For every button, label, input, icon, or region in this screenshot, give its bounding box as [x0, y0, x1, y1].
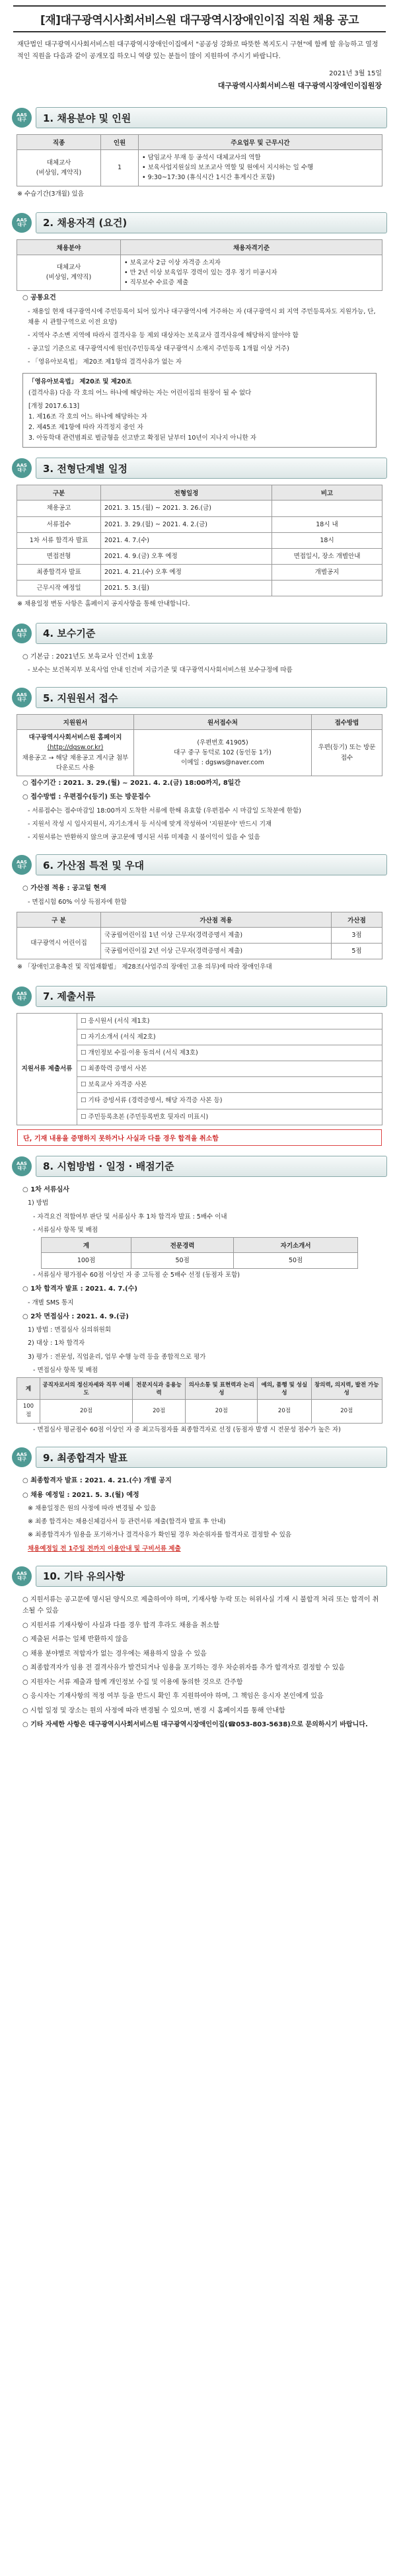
homepage-link[interactable]: (http://dgsw.or.kr)	[47, 744, 104, 752]
deadline-highlight: 채용예정일 전 1주일 전까지 이용안내 및 구비서류 제출	[28, 1545, 181, 1552]
section-title: 5. 지원원서 접수	[36, 687, 387, 708]
org-logo-icon: AAS 대구	[12, 108, 32, 128]
documents-table: 지원서류 제출서류 ☐ 응시원서 (서식 제1호) ☐ 자기소개서 (서식 제2호) ☐ 개인정보 수집·이용 동의서 (서식 제3호) ☐ 최종학력 증명서 사본 ☐ 보육교사 자격증 사본 ☐ 기타 증빙서류 (경력증명서, 해당 자격증 사본 등) ☐ 주민등록초본 (주민등록번호 뒷자리 미표시)	[17, 1013, 382, 1125]
section-9-header	[12, 1446, 387, 1469]
documents-warning: 단, 기재 내용을 증명하지 못하거나 사실과 다를 경우 합격을 취소함	[17, 1129, 382, 1146]
section-3-header	[12, 457, 387, 479]
org-logo-icon: AAS 대구	[12, 1156, 32, 1176]
section-4-header	[12, 622, 387, 645]
job-cell: 대체교사 (비상임, 계약직)	[17, 150, 101, 186]
section-title: 6. 가산점 특전 및 우대	[36, 854, 387, 875]
qualification-table: 채용분야 채용자격기준 대체교사 (비상임, 계약직) • 보육교사 2급 이상 자격증 소지자 • 만 2년 이상 보육업무 경력이 있는 경우 정기 미공시자 • 직무보수 수료증 제출	[17, 239, 382, 292]
application-table: 지원원서 원서접수처 접수방법 대구광역시사회서비스원 홈페이지 (http://dgsw.or.kr) 채용공고 → 해당 채용공고 게시글 첨부 다운로드 사용 (우편번호 41905) 대구 중구 동덕로 102 (동인동 1가) 이메일 : dgsws@naver.com 우편(등기) 또는 방문접수	[17, 714, 382, 776]
duties-cell: • 담임교사 부재 등 공석시 대체교사의 역할 • 보육사업지원실의 보조교사 역할 및 원에서 지시하는 일 수행 • 9:30~17:30 (휴식시간 1시간 휴게시간 포함)	[139, 150, 382, 186]
email-link[interactable]: 이메일 : dgsws@naver.com	[181, 759, 264, 767]
section-title: 3. 전형단계별 일정	[36, 458, 387, 479]
org-logo-icon: AAS 대구	[12, 855, 32, 875]
section-title: 8. 시험방법 · 일정 · 배점기준	[36, 1156, 387, 1177]
section-title: 1. 채용분야 및 인원	[36, 107, 387, 128]
intro-text: 재단법인 대구광역시사회서비스원 대구광역시장애인이집에서 "공공성 강화로 따뜻한 복지도시 구현"에 함께 할 유능하고 열정적인 직원을 다음과 같이 공개모집 하오니 역량 있는 분들이 많이 지원하여 주시기 바랍니다.	[17, 41, 379, 60]
org-logo-icon: AAS 대구	[12, 1566, 32, 1586]
interview-score-table: 계 공직자로서의 정신자세와 직무 이해도 전문지식과 응용능력 의사소통 및 표현력과 논리성 예의, 품행 및 성실성 창의력, 의지력, 발전 가능성 100점 20점 20점 20점 20점 20점	[17, 1377, 382, 1424]
section-title: 7. 제출서류	[36, 986, 387, 1007]
org-logo-icon: AAS 대구	[12, 624, 32, 643]
document-score-table: 계 전문경력 자기소개서 100점 50점 50점	[41, 1237, 358, 1269]
section-title: 2. 채용자격 (요건)	[36, 212, 387, 233]
org-logo-icon: AAS 대구	[12, 458, 32, 478]
org-logo-icon: AAS 대구	[12, 688, 32, 707]
count-cell: 1	[101, 150, 139, 186]
schedule-note: ※ 채용일정 변동 사항은 홈페이지 공지사항을 통해 안내합니다.	[17, 600, 190, 608]
schedule-table: 구분 전형일정 비고 채용공고 2021. 3. 15.(월) ~ 2021. 3. 26.(금) 서류접수 2021. 3. 29.(월) ~ 2021. 4. 2.(금) 18시 내 1차 서류 합격자 발표 2021. 4. 7.(수) 18시 면접전형 2021. 4. 9.(금) 오후 예정 면접일시, 장소 개별안내 최종합격자 발표 2021. 4. 21.(수) 오후 예정 개별공지 근무시작 예정일 2021. 5. 3.(월)	[17, 485, 382, 596]
common-req-title: ○ 공통요건	[22, 294, 56, 302]
org-logo-icon: AAS 대구	[12, 213, 32, 233]
page: [재]대구광역시사회서비스원 대구광역시장애인이집 직원 채용 공고 재단법인 대구광역시사회서비스원 대구광역시장애인이집에서 "공공성 강화로 따뜻한 복지도시 구현"에 함께 할 유능하고 열정적인 직원을 다음과 같이 공개모집 하오니 역량 있는 분들이 많이 지원하여 주시기 바랍니다. 2021년 3월 15일 대구광역시사회서비스원 대구광역시장애인이집원장 AAS 대구 1. 채용분야 및 인원 직종 인원 주요업무 및 근무시간 대체교사 (비상임, 계약직) 1 • 담임교사 부재 등 공석시 대체교사의 역할 • 보육사업지원실의 보조교사 역할 및 원에서 지시하는 일 수행 • 9:30~17:30 (휴식시간 1시간 휴게시간 포함) ※ 수습기간(3개월) 있음 AAS 대구 2. 채용자격 (요건) 채용분야 채용자격기준 대체교사 (비상임, 계약직) • 보육교사 2급 이상 자격증 소지자 • 만 2년 이상 보육업무 경력이 있는 경우 정기 미공시자 • 직무보수 수료증 제출 ○ 공통요건 - 채용일 현재 대구광역시에 주민등록이 되어 있거나 대구광역시에 거주하는 자 (대구광역시 외 지역 주민등록자도 지원가능, 단, 채용 시 관할구역으로 이전 요망) - 지역사 주소변 지역에 따라서 결격사유 등 제외 대상자는 보육교사 결격사유에 해당하지 않아야 함 - 공고일 기준으로 대구광역시에 원인(주민등록상 대구광역시 소재지 주민등록 1개월 이상 거주) - 「영유아보육법」 제20조 제1항의 결격사유가 없는 자 「영유아보육법」 제20조 및 제20조 (결격사유) 다음 각 호의 어느 하나에 해당하는 자는 어린이집의 원장이 될 수 없다 [개정 2017.6.13] 1. 제16조 각 호의 어느 하나에 해당하는 자 2. 제45조 제1항에 따라 자격정지 중인 자 3. 아동학대 관련범죄로 벌금형을 선고받고 확정된 날부터 10년이 지나지 아니한 자 AAS 대구 3. 전형단계별 일정 구분 전형일정 비고 채용공고 2021. 3. 15.(월) ~ 2021. 3. 26.(금) 서류접수 2021. 3. 29.(월) ~ 2021. 4. 2.(금) 18시 내 1차 서류 합격자 발표 2021. 4. 7.(수) 18시 면접전형 2021. 4. 9.(금) 오후 예정 면접일시, 장소 개별안내 최종합격자 발표 2021. 4. 21.(수) 오후 예정 개별공지 근무시작 예정일 2021. 5. 3.(월) ※ 채용일정 변동 사항은 홈페이지 공지사항을 통해 안내합니다. AAS 대구 4. 보수기준 ○ 기본급 : 2021년도 보육교사 인건비 1호봉 - 보수는 보건복지부 보육사업 안내 인건비 지급기준 및 대구광역시사회서비스원 보수규정에 따름 AAS 대구 5. 지원원서 접수 지원원서 원서접수처 접수방법 대구광역시사회서비스원 홈페이지 (http://dgsw.or.kr) 채용공고 → 해당 채용공고 게시글 첨부 다운로드 사용 (우편번호 41905) 대구 중구 동덕로 102 (동인동 1가) 이메일 : dgsws@naver.com 우편(등기) 또는 방문접수 ○ 접수기간 : 2021. 3. 29.(월) ~ 2021. 4. 2.(금) 18:00까지, 8일간 ○ 접수방법 : 우편접수(등기) 또는 방문접수 - 서류접수는 접수마감일 18:00까지 도착한 서류에 한해 유효함 (우편접수 시 마감일 도착분에 한함) - 지원서 작성 시 입사지원서, 자기소개서 등 서식에 맞게 작성하여 '지원분야' 반드시 기재 - 지원서류는 반환하지 않으며 공고문에 명시된 서류 미제출 시 불이익이 있을 수 있음 AAS 대구 6. 가산점 특전 및 우대 ○ 가산점 적용 : 공고일 현재 - 면접시험 60% 이상 득점자에 한함 구 분 가산점 적용 가산점 대구광역시 어린이집 국공립어린이집 1년 이상 근무자(경력증명서 제출) 3점 국공립어린이집 2년 이상 근무자(경력증명서 제출) 5점 ※ 「장애인고용촉진 및 직업재활법」 제28조(사업주의 장애인 고용 의무)에 따라 장애인우대 AAS 대구 7. 제출서류 지원서류 제출서류 ☐ 응시원서 (서식 제1호) ☐ 자기소개서 (서식 제2호) ☐ 개인정보 수집·이용 동의서 (서식 제3호) ☐ 최종학력 증명서 사본 ☐ 보육교사 자격증 사본 ☐ 기타 증빙서류 (경력증명서, 해당 자격증 사본 등) ☐ 주민등록초본 (주민등록번호 뒷자리 미표시) 단, 기재 내용을 증명하지 못하거나 사실과 다를 경우 합격을 취소함 AAS 대구 8. 시험방법 · 일정 · 배점기준 ○ 1차 서류심사 1) 방법 - 자격요건 적합여부 판단 및 서류심사 후 1차 합격자 발표 : 5배수 이내 - 서류심사 항목 및 배점 계 전문경력 자기소개서 100점 50점 50점 - 서류심사 평가점수 60점 이상인 자 중 고득점 순 5배수 선정 (동점자 포함) ○ 1차 합격자 발표 : 2021. 4. 7.(수) - 개별 SMS 통지 ○ 2차 면접심사 : 2021. 4. 9.(금) 1) 방법 : 면접심사 심의위원회 2) 대상 : 1차 합격자 3) 평가 : 전문성, 직업윤리, 업무 수행 능력 등을 종합적으로 평가 - 면접심사 항목 및 배점 계 공직자로서의 정신자세와 직무 이해도 전문지식과 응용능력 의사소통 및 표현력과 논리성 예의, 품행 및 성실성 창의력, 의지력, 발전 가능성 100점 20점 20점 20점 20점 20점 - 면접심사 평균점수 60점 이상인 자 중 최고득점자를 최종합격자로 선정 (동점자 발생 시 전문성 점수가 높은 자) AAS 대구 9. 최종합격자 발표 ○ 최종합격자 발표 : 2021. 4. 21.(수) 개별 공지 ○ 채용 예정일 : 2021. 5. 3.(월) 예정 ※ 채용일정은 원의 사정에 따라 변경될 수 있음 ※ 최종 합격자는 채용신체검사서 등 관련서류 제출(합격자 발표 후 안내) ※ 최종합격자가 임용을 포기하거나 결격사유가 확인될 경우 차순위자를 합격자로 결정할 수 있음 채용예정일 전 1주일 전까지 이용안내 및 구비서류 제출 AAS 대구 10. 기타 유의사항 ○ 지원서류는 공고문에 명시된 양식으로 제출하여야 하며, 기재사항 누락 또는 허위사실 기재 시 불합격 처리 또는 합격이 취소될 수 있음 ○ 지원서류 기재사항이 사실과 다를 경우 합격 후라도 채용을 취소함 ○ 제출된 서류는 일체 반환하지 않음 ○ 채용 분야별로 적합자가 없는 경우에는 채용하지 않을 수 있음 ○ 최종합격자가 임용 전 결격사유가 발견되거나 임용을 포기하는 경우 차순위자를 추가 합격자로 결정할 수 있음 ○ 지원자는 서류 제출과 함께 개인정보 수집 및 이용에 동의한 것으로 간주함 ○ 응시자는 기재사항의 적정 여부 등을 반드시 확인 후 지원하여야 하며, 그 책임은 응시자 본인에게 있음 ○ 시험 일정 및 장소는 원의 사정에 따라 변경될 수 있으며, 변경 시 홈페이지를 통해 안내함 ○ 기타 자세한 사항은 대구광역시사회서비스원 대구광역시장애인이집(☎053-803-5638)으로 문의하시기 바랍니다.	[8, 0, 391, 1732]
section-title: 10. 기타 유의사항	[36, 1566, 387, 1587]
section-10-header	[12, 1565, 387, 1588]
section-title: 9. 최종합격자 발표	[36, 1447, 387, 1468]
org-logo-icon: AAS 대구	[12, 1447, 32, 1467]
section-8-header	[12, 1155, 387, 1178]
section-title: 4. 보수기준	[36, 623, 387, 644]
law-box: 「영유아보육법」 제20조 및 제20조 (결격사유) 다음 각 호의 어느 하나에 해당하는 자는 어린이집의 원장이 될 수 없다 [개정 2017.6.13] 1. 제16조 각 호의 어느 하나에 해당하는 자 2. 제45조 제1항에 따라 자격정지 중인 자 3. 아동학대 관련범죄로 벌금형을 선고받고 확정된 날부터 10년이 지나지 아니한 자	[22, 373, 377, 448]
probation-note: ※ 수습기간(3개월) 있음	[17, 190, 84, 198]
section-2-header	[12, 212, 387, 234]
bonus-table: 구 분 가산점 적용 가산점 대구광역시 어린이집 국공립어린이집 1년 이상 근무자(경력증명서 제출) 3점 국공립어린이집 2년 이상 근무자(경력증명서 제출) 5점	[17, 912, 382, 959]
section-5-header	[12, 686, 387, 709]
notice-date: 2021년 3월 15일	[329, 70, 382, 77]
org-logo-icon: AAS 대구	[12, 986, 32, 1006]
notice-org: 대구광역시사회서비스원 대구광역시장애인이집원장	[217, 81, 382, 90]
page-title: [재]대구광역시사회서비스원 대구광역시장애인이집 직원 채용 공고	[13, 5, 386, 32]
section-7-header	[12, 985, 387, 1008]
recruit-table: 직종 인원 주요업무 및 근무시간 대체교사 (비상임, 계약직) 1 • 담임교사 부재 등 공석시 대체교사의 역할 • 보육사업지원실의 보조교사 역할 및 원에서 지시하는 일 수행 • 9:30~17:30 (휴식시간 1시간 휴게시간 포함)	[17, 134, 382, 186]
section-1-header	[12, 106, 387, 129]
section-6-header	[12, 854, 387, 876]
